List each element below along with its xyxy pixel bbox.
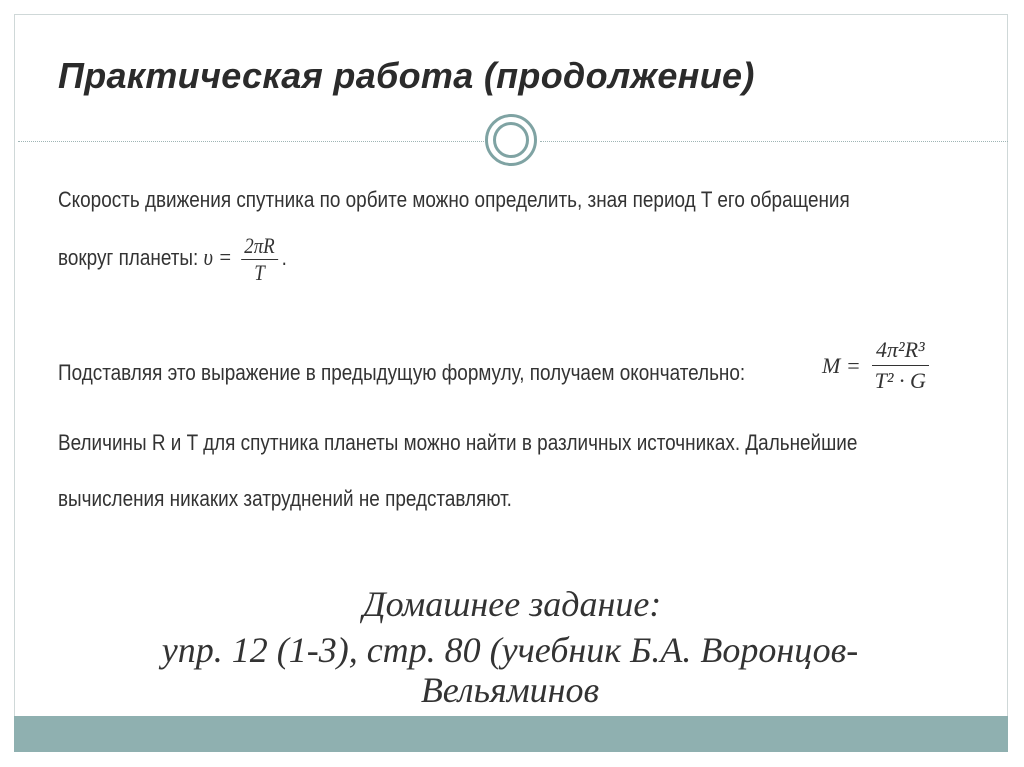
paragraph-speed-line2-text: вокруг планеты: xyxy=(58,245,199,270)
paragraph-speed-line1: Скорость движения спутника по орбите можно определить, зная период T его обращения xyxy=(58,187,850,212)
ring-ornament-inner xyxy=(493,122,529,158)
paragraph-speed-line2 xyxy=(58,218,850,298)
formula-mass xyxy=(822,335,934,396)
title-divider-left xyxy=(18,141,484,142)
homework-line1: упр. 12 (1-3), стр. 80 (учебник Б.А. Воронцов- xyxy=(161,630,859,670)
formula-v-denominator: T xyxy=(254,259,265,285)
formula-v-lhs: υ = xyxy=(203,245,233,271)
formula-mass-lhs: M = xyxy=(822,352,861,378)
paragraph-substitution xyxy=(58,355,745,391)
homework-text xyxy=(60,630,960,710)
formula-v-trail: . xyxy=(281,245,287,270)
title-divider-right xyxy=(540,141,1008,142)
bottom-band xyxy=(14,716,1008,752)
formula-v-fraction xyxy=(241,233,278,286)
paragraph-quantities-line2: вычисления никаких затруднений не представляют. xyxy=(58,486,512,511)
paragraph-substitution-text: Подставляя это выражение в предыдущую формулу, получаем окончательно: xyxy=(58,360,746,385)
formula-v-numerator: 2πR xyxy=(241,233,278,260)
formula-mass-numerator: 4π²R³ xyxy=(872,335,929,366)
slide-title: Практическая работа (продолжение) xyxy=(58,55,755,96)
ring-ornament-icon xyxy=(485,114,537,166)
paragraph-quantities xyxy=(58,425,857,517)
formula-mass-fraction xyxy=(871,335,930,396)
homework-line2: Вельяминов xyxy=(420,670,600,710)
formula-mass-denominator: T² · G xyxy=(874,368,926,393)
homework-title: Домашнее задание: xyxy=(362,584,662,624)
paragraph-speed xyxy=(58,182,850,298)
paragraph-quantities-line1: Величины R и T для спутника планеты можно найти в различных источниках. Дальнейшие xyxy=(58,430,858,455)
